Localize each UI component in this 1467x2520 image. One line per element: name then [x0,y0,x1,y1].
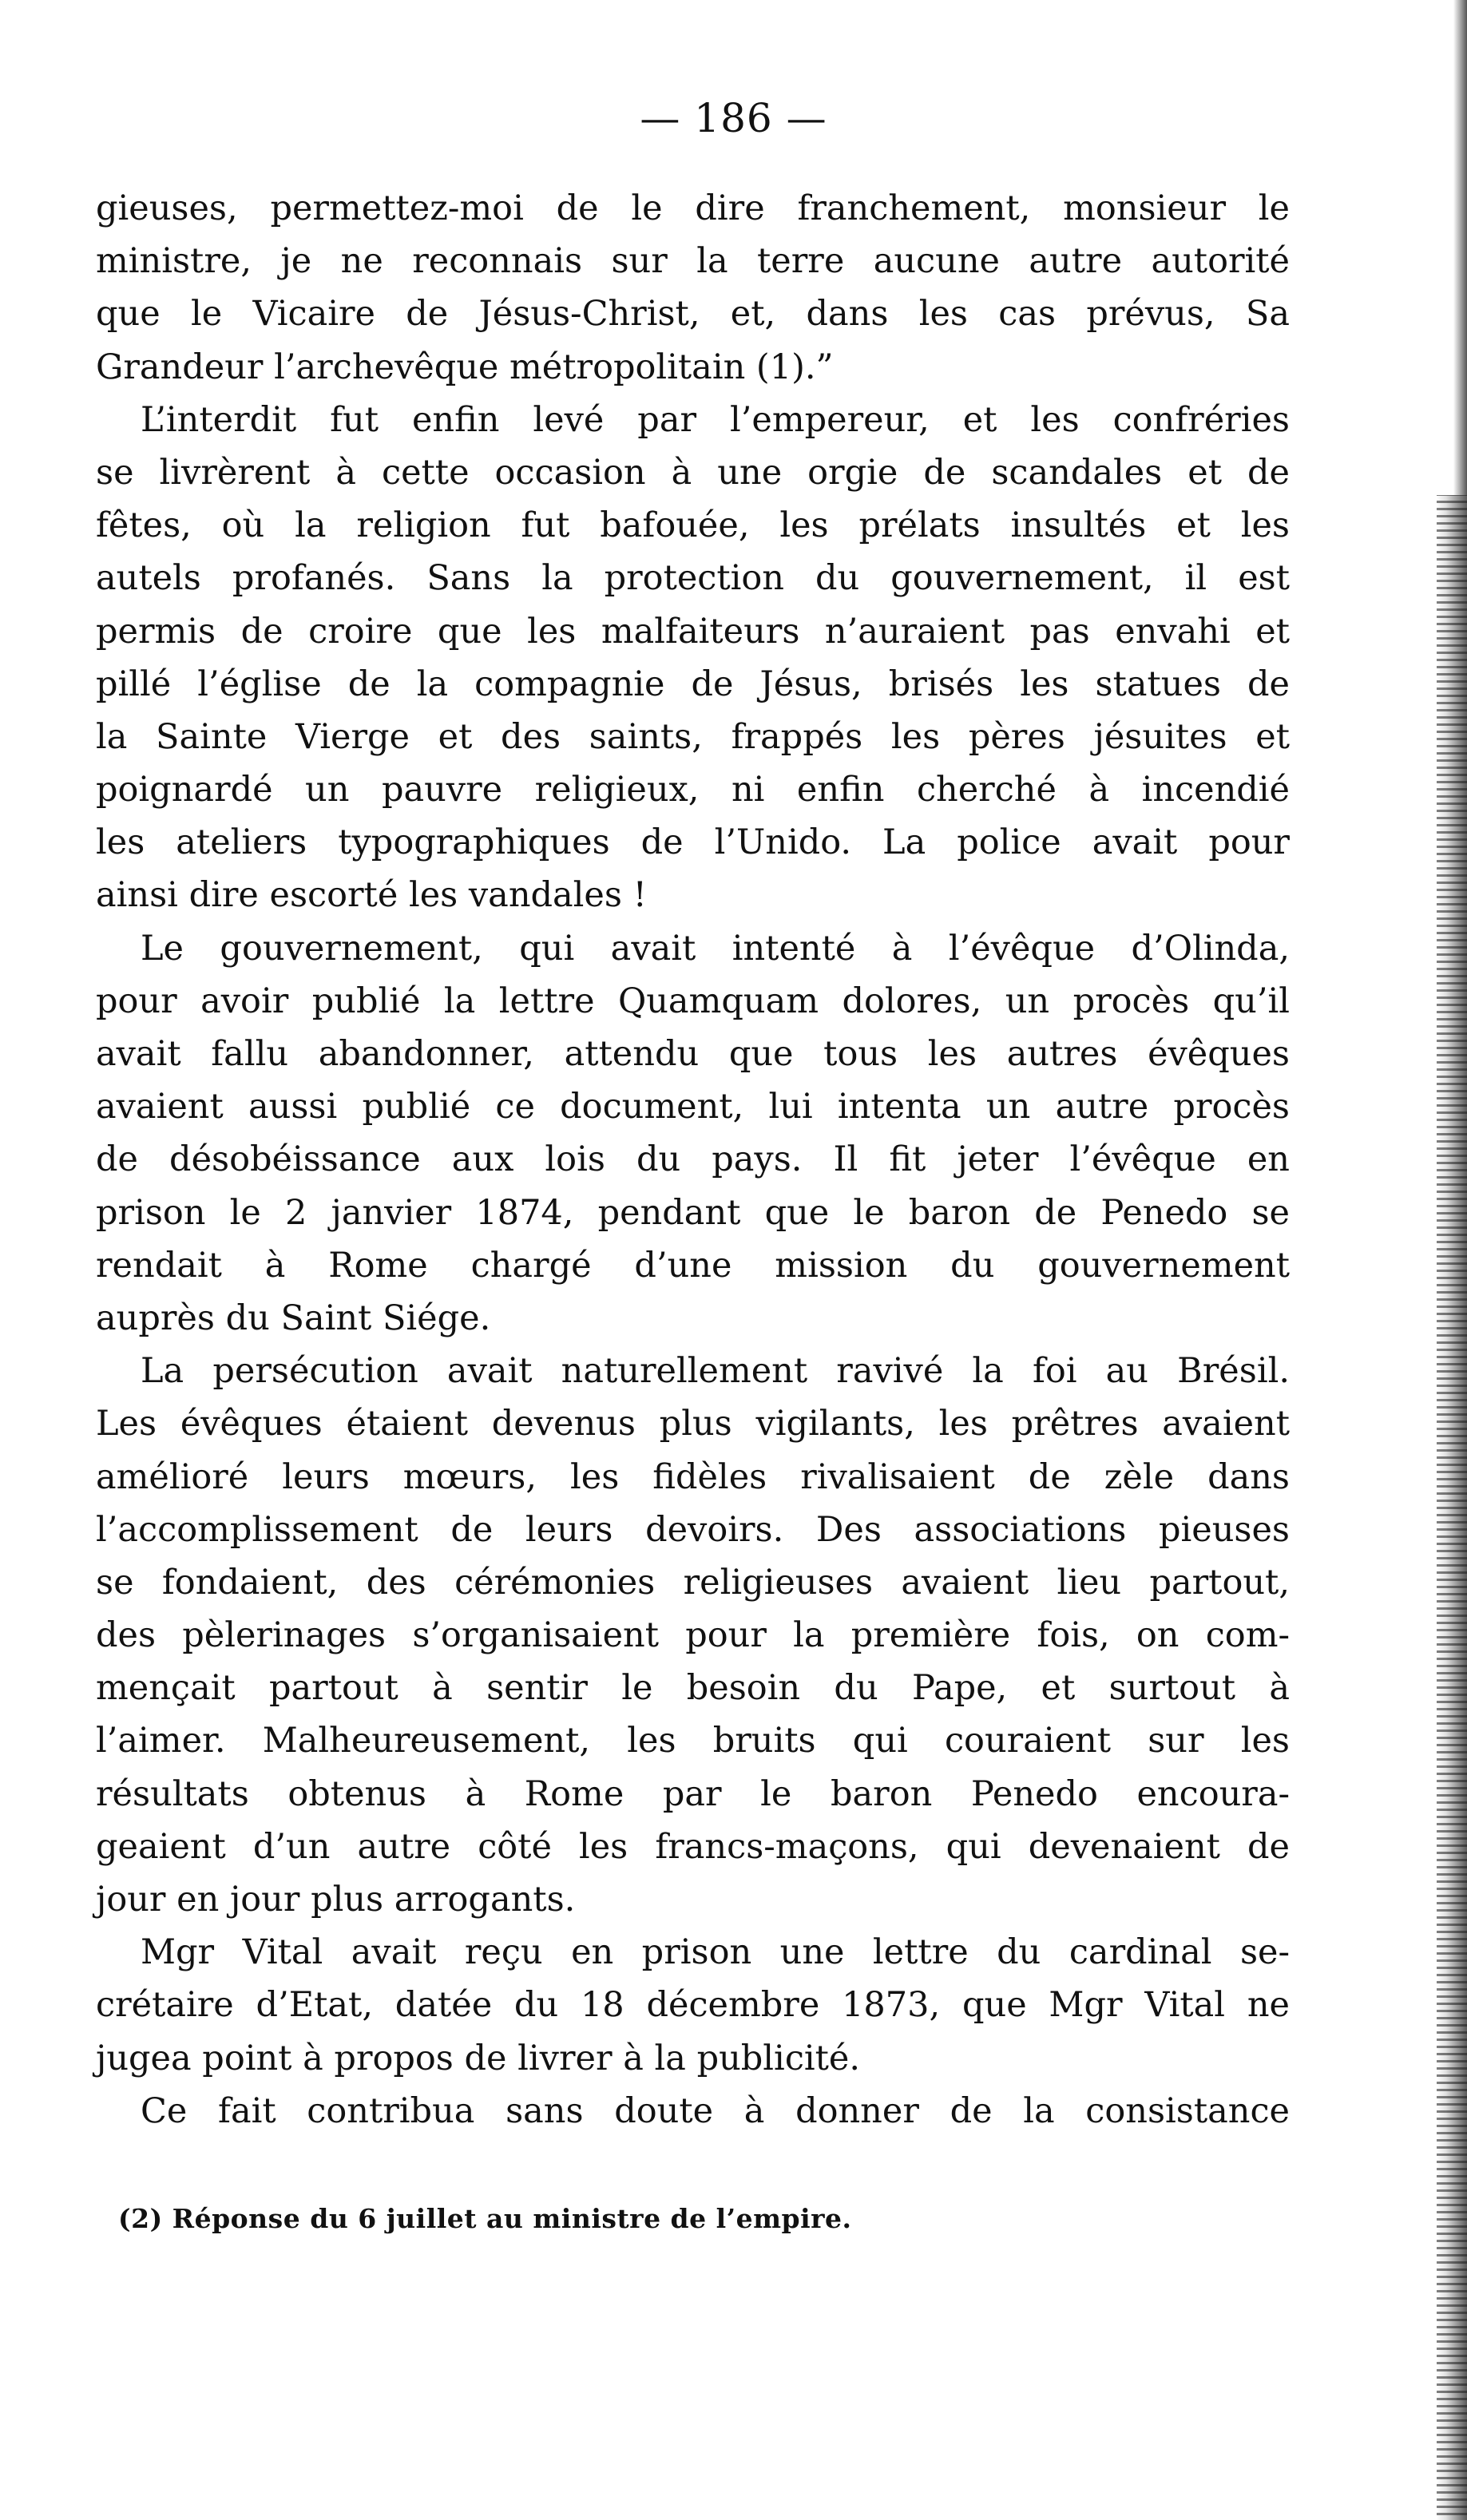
text-line: poignardé un pauvre religieux, ni enfin cherché à incendié [96,770,1290,810]
text-line: jugea point à propos de livrer à la publicité. [96,2038,861,2078]
text-line: que le Vicaire de Jésus-Christ, et, dans les cas prévus, Sa [96,294,1290,335]
page-edge-scan-highlight [1437,0,1467,495]
text-line: des pèlerinages s’organisaient pour la première fois, on com- [96,1615,1290,1656]
text-line: se livrèrent à cette occasion à une orgie de scandales et de [96,452,1290,493]
text-line: gieuses, permettez-moi de le dire franchement, monsieur le [96,188,1290,228]
text-line: avaient aussi publié ce document, lui intenta un autre procès [96,1087,1290,1127]
footnote: (2) Réponse du 6 juillet au ministre de l’empire. [118,2203,852,2234]
text-line: se fondaient, des cérémonies religieuses avaient lieu partout, [96,1562,1290,1603]
text-line: amélioré leurs mœurs, les fidèles rivalisaient de zèle dans [96,1456,1290,1497]
text-line: l’accomplissement de leurs devoirs. Des associations pieuses [96,1509,1290,1550]
text-line: prison le 2 janvier 1874, pendant que le baron de Penedo se [96,1192,1290,1233]
page-number: — 186 — [640,95,827,141]
text-line: ainsi dire escorté les vandales ! [96,875,647,916]
text-line: résultats obtenus à Rome par le baron Penedo encoura- [96,1773,1290,1814]
text-line: l’aimer. Malheureusement, les bruits qui couraient sur les [96,1721,1290,1761]
text-line: mençait partout à sentir le besoin du Pape, et surtout à [96,1668,1290,1709]
text-line: la Sainte Vierge et des saints, frappés les pères jésuites et [96,716,1290,757]
body-text [96,182,1290,2138]
text-line: les ateliers typographiques de l’Unido. La police avait pour [96,822,1290,863]
text-line: avait fallu abandonner, attendu que tous les autres évêques [96,1034,1290,1074]
text-line: Grandeur l’archevêque métropolitain (1).” [96,347,834,387]
text-line: permis de croire que les malfaiteurs n’auraient pas envahi et [96,611,1290,652]
text-line: autels profanés. Sans la protection du gouvernement, il est [96,558,1290,599]
text-line: Les évêques étaient devenus plus vigilants, les prêtres avaient [96,1404,1290,1444]
text-line: La persécution avait naturellement ravivé la foi au Brésil. [141,1351,1290,1392]
text-line: Mgr Vital avait reçu en prison une lettre du cardinal se- [141,1932,1290,1973]
text-line: L’interdit fut enfin levé par l’empereur, et les confréries [141,399,1290,440]
text-line: ministre, je ne reconnais sur la terre aucune autre autorité [96,241,1290,282]
text-line: auprès du Saint Siége. [96,1298,491,1338]
text-line: rendait à Rome chargé d’une mission du gouvernement [96,1245,1290,1286]
text-line: geaient d’un autre côté les francs-maçons, qui devenaient de [96,1826,1290,1867]
text-line: fêtes, où la religion fut bafouée, les prélats insultés et les [96,505,1290,546]
text-line: pour avoir publié la lettre Quamquam dolores, un procès qu’il [96,981,1290,1021]
text-line: de désobéissance aux lois du pays. Il fit jeter l’évêque en [96,1139,1290,1180]
text-line: pillé l’église de la compagnie de Jésus, brisés les statues de [96,664,1290,704]
text-line: Le gouvernement, qui avait intenté à l’évêque d’Olinda, [141,928,1290,969]
text-line: Ce fait contribua sans doute à donner de la consistance [141,2090,1290,2131]
text-line: jour en jour plus arrogants. [96,1880,576,1920]
text-line: crétaire d’Etat, datée du 18 décembre 1873, que Mgr Vital ne [96,1985,1290,2026]
